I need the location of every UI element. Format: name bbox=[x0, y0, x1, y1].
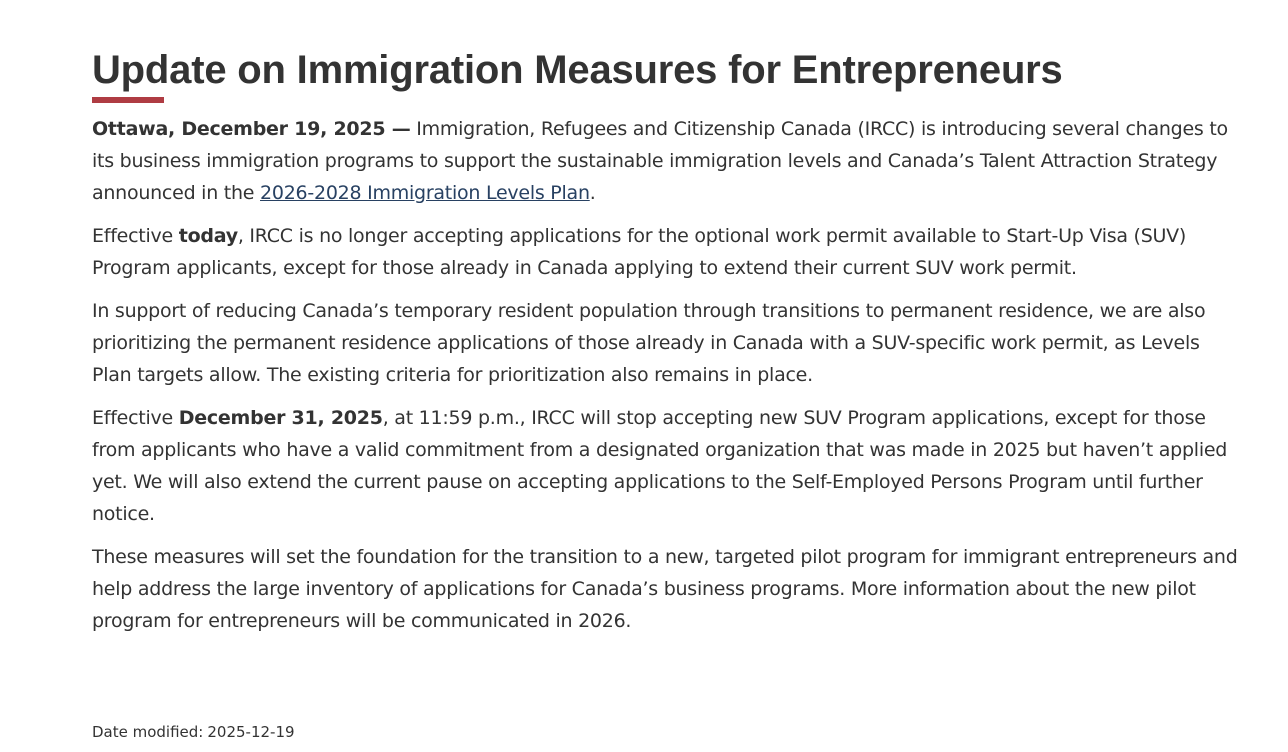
intro-text-end: . bbox=[589, 182, 596, 204]
page-title: Update on Immigration Measures for Entrepreneurs bbox=[92, 48, 1063, 92]
paragraph-intro bbox=[92, 113, 1242, 209]
intro-text: Immigration, Refugees and Citizenship Canada (IRCC) is introducing several changes to its business immigration programs to support the sustainable immigration levels and Canada’s Talent Attraction Strategy announced in the bbox=[92, 118, 1228, 204]
paragraph-prioritization: In support of reducing Canada’s temporary resident population through transitions to permanent residence, we are also prioritizing the permanent residence applications of those already in Canada with a SUV-specific work permit, as Levels Plan targets allow. The existing criteria for prioritization also remains in place. bbox=[92, 300, 1206, 386]
p2-bold: today bbox=[178, 225, 238, 247]
p4-post: , at 11:59 p.m., IRCC will stop accepting new SUV Program applications, except for those from applicants who have a valid commitment from a designated organization that was made in 2025 but haven’t applied yet. We will also extend the current pause on accepting applications to the Self-Employed Persons Program until further notice. bbox=[92, 407, 1228, 525]
p4-pre: Effective bbox=[92, 407, 179, 429]
title-underline-accent bbox=[92, 97, 164, 103]
paragraph-pilot: These measures will set the foundation for the transition to a new, targeted pilot program for immigrant entrepreneurs and help address the large inventory of applications for Canada’s business programs. More information about the new pilot program for entrepreneurs will be communicated in 2026. bbox=[92, 546, 1238, 632]
article-body bbox=[92, 113, 1242, 637]
article bbox=[92, 44, 1242, 648]
paragraph-work-permit bbox=[92, 220, 1242, 284]
date-modified-label: Date modified: bbox=[92, 723, 204, 741]
levels-plan-link[interactable]: 2026-2028 Immigration Levels Plan bbox=[260, 182, 590, 204]
p2-pre: Effective bbox=[92, 225, 179, 247]
date-modified bbox=[92, 721, 295, 743]
p2-post: , IRCC is no longer accepting applications for the optional work permit available to Start-Up Visa (SUV) Program applicants, except for those already in Canada applying to extend their current SUV work permit. bbox=[92, 225, 1187, 279]
dateline: Ottawa, December 19, 2025 — bbox=[92, 118, 411, 140]
date-modified-value: 2025-12-19 bbox=[207, 723, 295, 741]
paragraph-suv-stop bbox=[92, 402, 1242, 530]
p4-bold: December 31, 2025 bbox=[178, 407, 383, 429]
